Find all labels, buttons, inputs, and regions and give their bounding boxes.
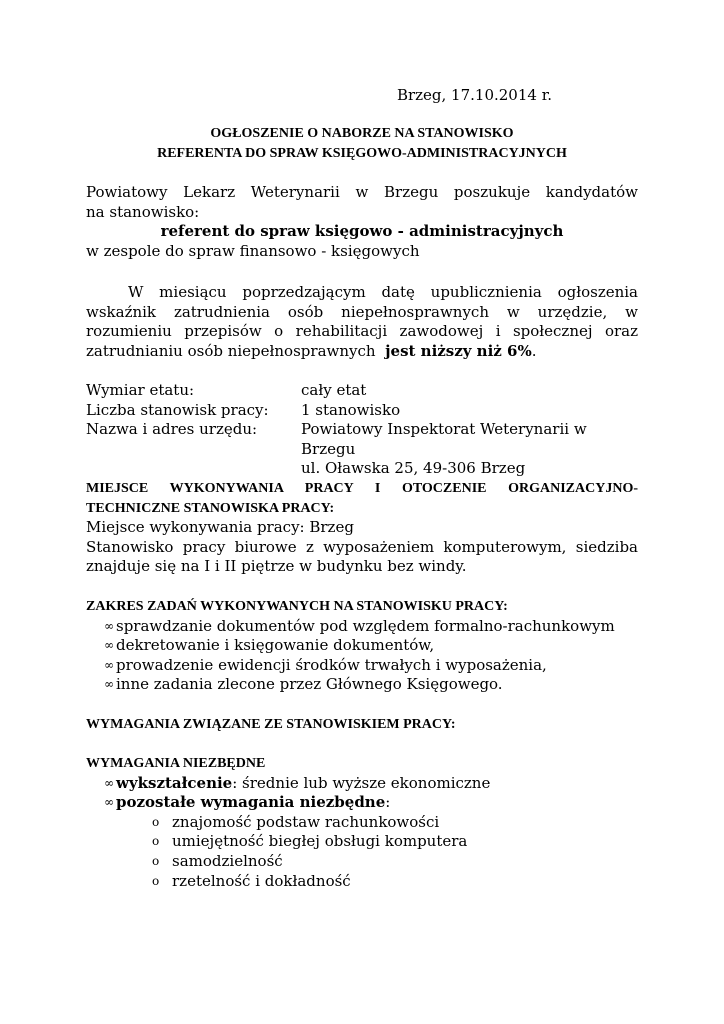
task-text: sprawdzanie dokumentów pod względem formalno-rachunkowym bbox=[116, 616, 615, 635]
infinity-bullet-icon: ∞ bbox=[104, 657, 114, 672]
intro-section bbox=[86, 183, 638, 261]
detail-label: Liczba stanowisk pracy: bbox=[86, 400, 269, 419]
education-value: : średnie lub wyższe ekonomiczne bbox=[232, 773, 491, 792]
circle-bullet-icon: o bbox=[152, 853, 160, 868]
requirement-text: umiejętność biegłej obsługi komputera bbox=[172, 832, 468, 851]
circle-bullet-icon: o bbox=[152, 873, 160, 888]
tasks-heading: ZAKRES ZADAŃ WYKONYWANYCH NA STANOWISKU PRACY: bbox=[86, 599, 508, 614]
indicator-paragraph bbox=[86, 283, 638, 361]
detail-row bbox=[86, 459, 638, 479]
place-line-2: Stanowisko pracy biurowe z wyposażeniem komputerowym, siedziba znajduje się na I i II piętrze w budynku bez windy. bbox=[86, 537, 638, 576]
list-item bbox=[86, 813, 638, 833]
other-requirements-label: pozostałe wymagania niezbędne bbox=[116, 793, 386, 812]
place-heading: MIEJSCE WYKONYWANIA PRACY I OTOCZENIE ORGANIZACYJNO-TECHNICZNE STANOWISKA PRACY: bbox=[86, 481, 638, 516]
detail-value: Powiatowy Inspektorat Weterynarii w Brzegu bbox=[301, 420, 587, 458]
tasks-section bbox=[86, 597, 638, 695]
list-item bbox=[86, 675, 638, 695]
infinity-bullet-icon: ∞ bbox=[104, 618, 114, 633]
essential-list bbox=[86, 774, 638, 892]
document-date: Brzeg, 17.10.2014 r. bbox=[396, 86, 552, 104]
title-line-2: REFERENTA DO SPRAW KSIĘGOWO-ADMINISTRACYJNYCH bbox=[157, 145, 567, 161]
list-item bbox=[86, 617, 638, 637]
task-text: prowadzenie ewidencji środków trwałych i wyposażenia, bbox=[116, 655, 547, 674]
requirements-section bbox=[86, 715, 638, 735]
team-name: w zespole do spraw finansowo - księgowych bbox=[86, 241, 420, 260]
requirement-text: znajomość podstaw rachunkowości bbox=[172, 812, 440, 831]
details-list bbox=[86, 381, 638, 479]
document-title bbox=[86, 124, 638, 163]
title-line-1: OGŁOSZENIE O NABORZE NA STANOWISKO bbox=[210, 126, 514, 141]
list-item bbox=[86, 793, 638, 813]
essential-requirements bbox=[86, 754, 638, 891]
place-section bbox=[86, 479, 638, 577]
requirement-text: rzetelność i dokładność bbox=[172, 871, 351, 890]
detail-value: 1 stanowisko bbox=[301, 400, 401, 419]
list-item bbox=[86, 656, 638, 676]
task-text: dekretowanie i księgowanie dokumentów, bbox=[116, 636, 435, 655]
task-text: inne zadania zlecone przez Głównego Księgowego. bbox=[116, 675, 503, 694]
other-requirements-colon: : bbox=[385, 793, 391, 812]
infinity-bullet-icon: ∞ bbox=[104, 775, 114, 790]
requirements-heading: WYMAGANIA ZWIĄZANE ZE STANOWISKIEM PRACY: bbox=[86, 717, 456, 732]
list-item bbox=[86, 774, 638, 794]
place-line-1: Miejsce wykonywania pracy: Brzeg bbox=[86, 518, 354, 537]
essential-heading: WYMAGANIA NIEZBĘDNE bbox=[86, 756, 266, 771]
infinity-bullet-icon: ∞ bbox=[104, 677, 114, 692]
detail-label: Nazwa i adres urzędu: bbox=[86, 420, 258, 439]
list-item bbox=[86, 636, 638, 656]
tasks-list bbox=[86, 617, 638, 695]
list-item bbox=[86, 852, 638, 872]
infinity-bullet-icon: ∞ bbox=[104, 638, 114, 653]
intro-line-2: na stanowisko: bbox=[86, 202, 200, 221]
requirement-text: samodzielność bbox=[172, 851, 283, 870]
position-name: referent do spraw księgowo - administracyjnych bbox=[160, 222, 564, 241]
indicator-text: W miesiącu poprzedzającym datę upublicznienia ogłoszenia wskaźnik zatrudnienia osób niepełnosprawnych w urzędzie, w rozumieniu przepisów o rehabilitacji zawodowej i społecznej oraz zatrudnianiu osób niepełnosprawnych bbox=[86, 283, 638, 360]
detail-label: Wymiar etatu: bbox=[86, 381, 195, 399]
circle-bullet-icon: o bbox=[152, 834, 160, 849]
intro-line-1: Powiatowy Lekarz Weterynarii w Brzegu poszukuje kandydatów bbox=[86, 183, 638, 201]
detail-row bbox=[86, 381, 638, 401]
education-label: wykształcenie bbox=[116, 773, 233, 792]
indicator-end: . bbox=[531, 341, 537, 360]
detail-value: cały etat bbox=[301, 381, 367, 399]
circle-bullet-icon: o bbox=[152, 814, 160, 829]
detail-row bbox=[86, 401, 638, 421]
list-item bbox=[86, 832, 638, 852]
indicator-bold: jest niższy niż 6% bbox=[385, 341, 532, 360]
detail-row bbox=[86, 420, 638, 459]
detail-value: ul. Oławska 25, 49-306 Brzeg bbox=[301, 459, 526, 478]
list-item bbox=[86, 872, 638, 892]
detail-label bbox=[86, 459, 301, 479]
infinity-bullet-icon: ∞ bbox=[104, 795, 114, 810]
